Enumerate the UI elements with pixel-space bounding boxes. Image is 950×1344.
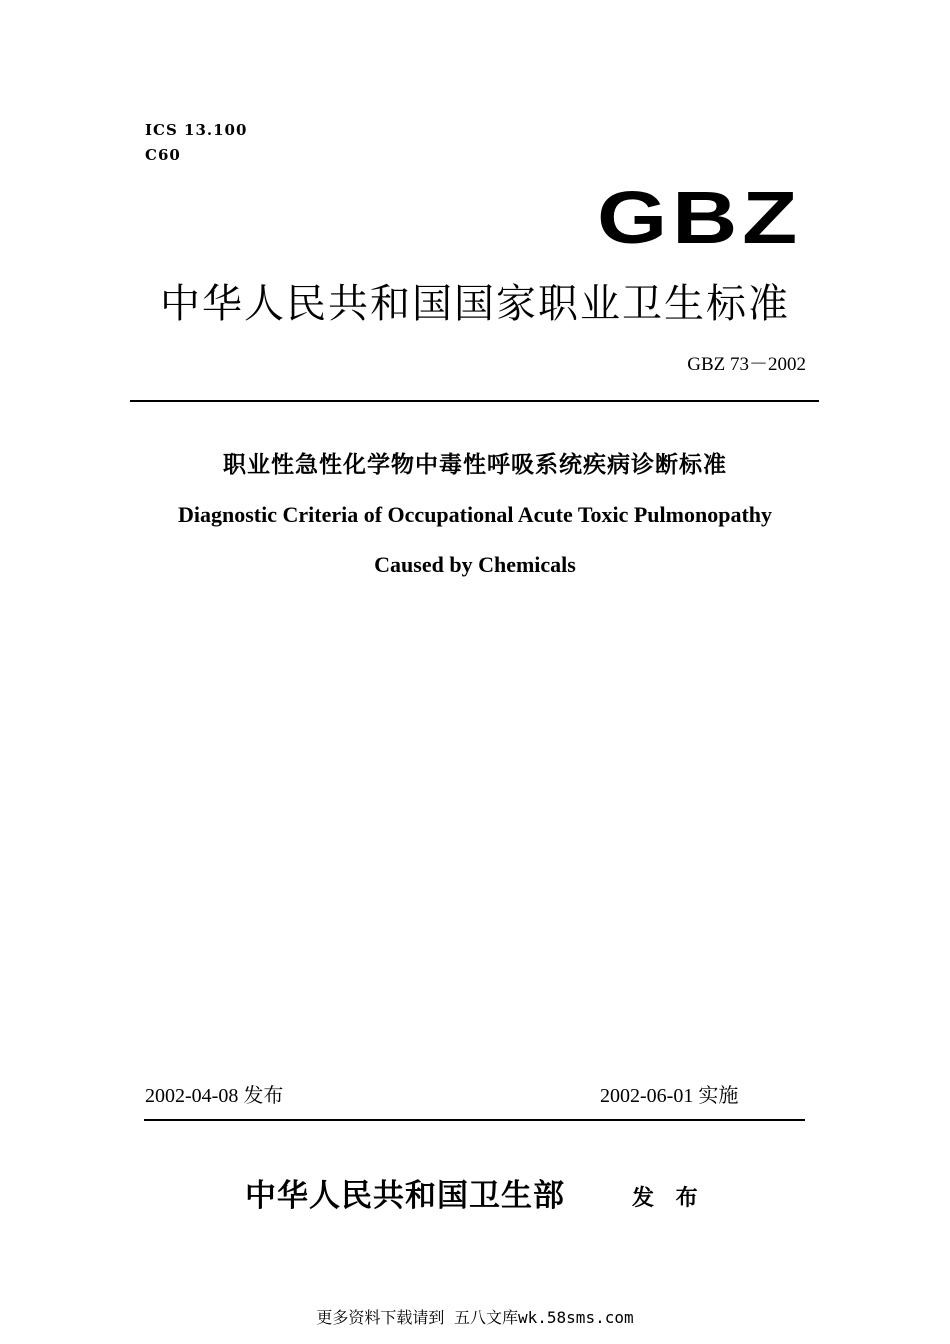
issue-date: 2002-04-08 发布 — [145, 1085, 284, 1107]
standard-code: GBZ 73－2002 — [687, 354, 806, 375]
implementation-date: 2002-06-01 实施 — [600, 1085, 739, 1107]
document-title-english-line1: Diagnostic Criteria of Occupational Acute Toxic Pulmonopathy — [178, 502, 772, 527]
document-title-chinese: 职业性急性化学物中毒性呼吸系统疾病诊断标准 — [223, 452, 727, 478]
bottom-divider — [144, 1119, 805, 1121]
publish-label: 发 布 — [632, 1186, 698, 1211]
issuing-authority: 中华人民共和国卫生部 — [245, 1178, 565, 1214]
top-divider — [130, 400, 819, 402]
standard-category-title: 中华人民共和国国家职业卫生标准 — [160, 281, 790, 327]
classification-codes — [145, 118, 247, 168]
ics-code: ICS 13.100 — [145, 121, 248, 139]
document-title-english-line2: Caused by Chemicals — [374, 552, 576, 577]
footer-download-note: 更多资料下载请到 五八文库wk.58sms.com — [316, 1308, 634, 1327]
ccs-code: C60 — [145, 146, 181, 164]
gbz-logo: GBZ — [596, 176, 802, 259]
